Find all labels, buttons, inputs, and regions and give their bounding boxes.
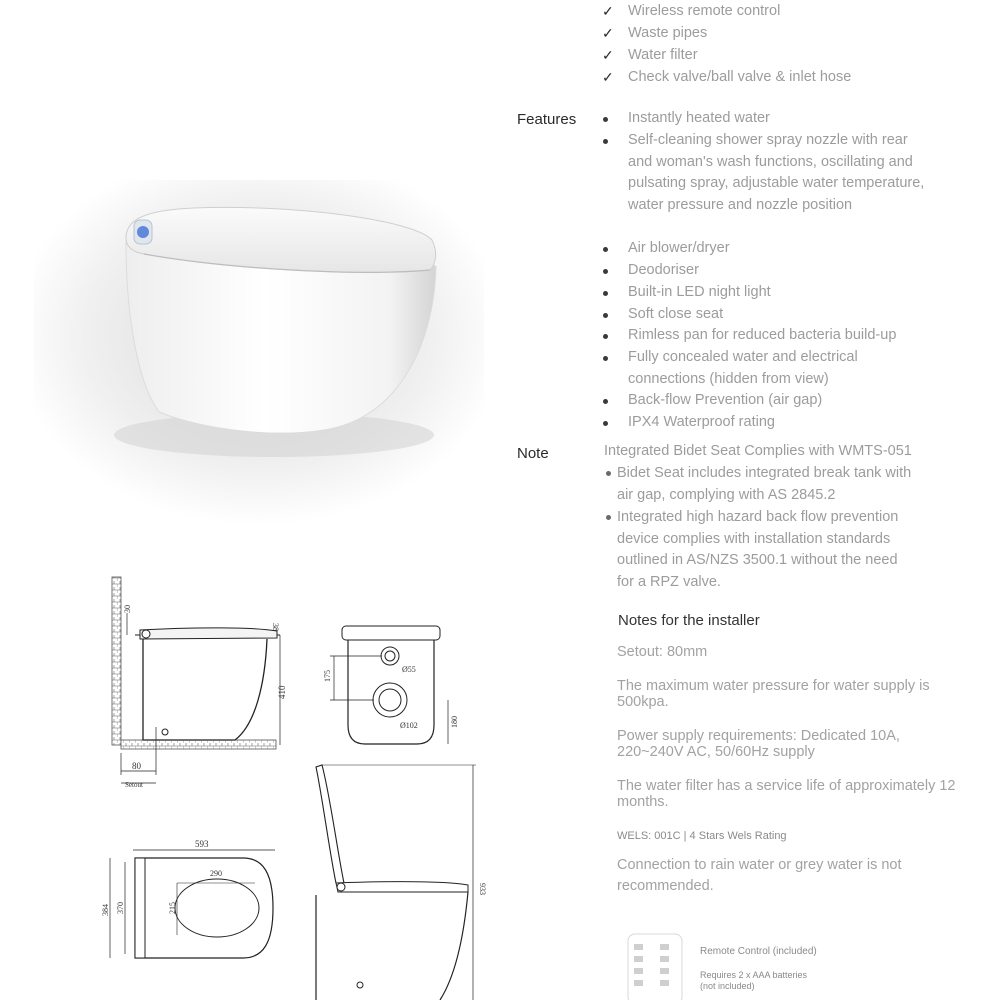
bullet-icon xyxy=(603,247,608,252)
feature-item: Air blower/dryer xyxy=(628,240,730,256)
bullet-icon xyxy=(606,471,611,476)
note-intro: Integrated Bidet Seat Complies with WMTS-051 xyxy=(604,443,912,459)
bullet-icon xyxy=(603,117,608,122)
dim-back-d55: Ø55 xyxy=(402,665,416,674)
dim-back-175: 175 xyxy=(323,670,332,682)
bullet-icon xyxy=(603,291,608,296)
check-icon: ✓ xyxy=(602,3,614,19)
note-label: Note xyxy=(517,445,549,462)
features-label: Features xyxy=(517,111,577,128)
bullet-icon xyxy=(603,421,608,426)
dim-setout-label: Setout xyxy=(125,781,143,789)
remote-batteries: Requires 2 x AAA batteries (not included) xyxy=(700,970,808,991)
dim-top-593: 593 xyxy=(195,839,209,849)
feature-item: Self-cleaning shower spray nozzle with rear and woman's wash functions, oscillating and pulsating spray, adjustable water temperature, water pressure and nozzle position xyxy=(628,132,925,214)
remote-title: Remote Control (included) xyxy=(700,946,817,957)
back-view-drawing xyxy=(320,620,470,750)
included-item: Waste pipes xyxy=(628,25,708,41)
bullet-icon xyxy=(603,356,608,361)
installer-rain: Connection to rain water or grey water is not recommended. xyxy=(617,857,902,894)
feature-item: Instantly heated water xyxy=(628,110,770,126)
dim-top-215: 215 xyxy=(168,902,177,914)
product-photo xyxy=(34,180,484,525)
remote-control-image xyxy=(620,930,690,1000)
check-icon: ✓ xyxy=(602,25,614,41)
side-view-drawing xyxy=(105,575,305,795)
installer-power: Power supply requirements: Dedicated 10A, 220~240V AC, 50/60Hz supply xyxy=(617,728,900,760)
top-view-drawing xyxy=(101,838,290,963)
dim-side-top: 30 xyxy=(123,605,132,613)
included-item: Water filter xyxy=(628,47,698,63)
feature-item: Built-in LED night light xyxy=(628,284,771,300)
bullet-icon xyxy=(603,313,608,318)
feature-item: IPX4 Waterproof rating xyxy=(628,414,775,430)
installer-wels: WELS: 001C | 4 Stars Wels Rating xyxy=(617,830,787,842)
note-item: Bidet Seat includes integrated break tank with air gap, complying with AS 2845.2 xyxy=(617,465,912,503)
dim-top-370: 370 xyxy=(116,902,125,914)
dim-setout: 80 xyxy=(132,761,141,771)
included-item: Wireless remote control xyxy=(628,3,781,19)
feature-item: Fully concealed water and electrical connections (hidden from view) xyxy=(628,349,858,387)
bullet-icon xyxy=(603,399,608,404)
feature-item: Soft close seat xyxy=(628,306,724,322)
lid-open-drawing xyxy=(308,755,488,1000)
feature-item: Back-flow Prevention (air gap) xyxy=(628,392,823,408)
bullet-icon xyxy=(603,334,608,339)
bullet-icon xyxy=(603,269,608,274)
check-icon: ✓ xyxy=(602,69,614,85)
note-item: Integrated high hazard back flow prevention device complies with installation standards outlined in AS/NZS 3500.1 without the need for a RPZ valve. xyxy=(617,509,899,591)
bullet-icon xyxy=(603,139,608,144)
dim-back-d102: Ø102 xyxy=(400,721,418,730)
dim-side-height: 410 xyxy=(277,685,287,699)
dim-back-180: 180 xyxy=(450,716,459,728)
dim-side-seat: 38 xyxy=(271,623,280,631)
installer-setout: Setout: 80mm xyxy=(617,644,708,660)
dim-top-290: 290 xyxy=(210,869,222,878)
included-item: Check valve/ball valve & inlet hose xyxy=(628,69,852,85)
installer-pressure: The maximum water pressure for water supply is 500kpa. xyxy=(617,678,930,710)
feature-item: Rimless pan for reduced bacteria build-up xyxy=(628,327,897,343)
check-icon: ✓ xyxy=(602,47,614,63)
bullet-icon xyxy=(606,515,611,520)
installer-title: Notes for the installer xyxy=(618,612,760,629)
feature-item: Deodoriser xyxy=(628,262,699,278)
dim-top-384: 384 xyxy=(101,904,110,916)
dim-lid-933: 933 xyxy=(478,883,487,895)
installer-filter: The water filter has a service life of approximately 12 months. xyxy=(617,778,956,810)
